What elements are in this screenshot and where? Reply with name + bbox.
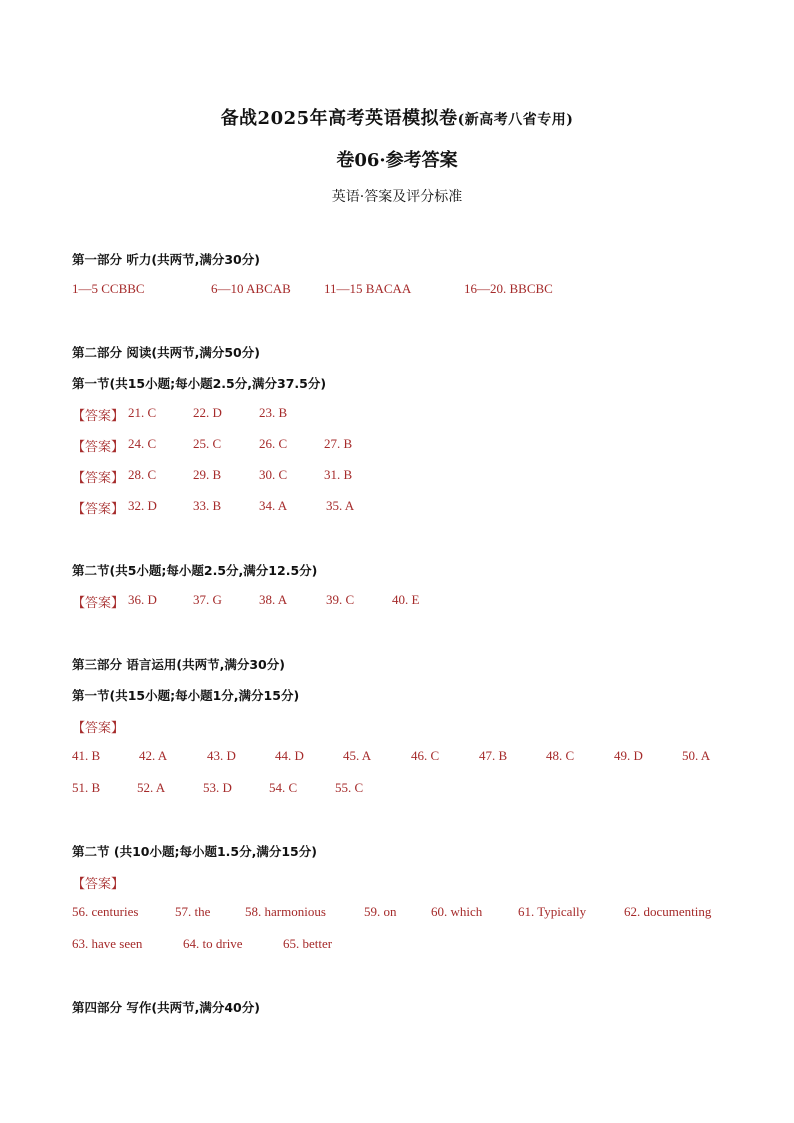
answer-item: 52. A [137,780,166,795]
answer-item: 24. C [128,436,157,451]
answer-item: 28. C [128,467,157,482]
answer-item: 61. Typically [518,904,587,919]
answer-item: 33. B [193,498,222,513]
answer-item: 53. D [203,780,232,795]
answer-label: 【答案】 [72,440,125,455]
answer-item: 39. C [326,592,355,607]
answer-label: 【答案】 [72,409,125,424]
answer-item: 65. better [283,936,333,951]
part2-heading: 第二部分 阅读(共两节,满分50分) [72,345,260,360]
part3-section2-heading: 第二节 (共10小题;每小题1.5分,满分15分) [72,844,317,859]
answer-item: 40. E [392,592,420,607]
answer-item: 49. D [614,748,643,763]
answer-item: 26. C [259,436,288,451]
answer-item: 64. to drive [183,936,243,951]
answer-item: 59. on [364,904,397,919]
title-main: 备战2025年高考英语模拟卷 [220,108,458,129]
answer-label: 【答案】 [72,877,125,892]
answer-item: 48. C [546,748,575,763]
answer-item: 47. B [479,748,508,763]
answer-item: 36. D [128,592,157,607]
answer-item: 21. C [128,405,157,420]
answer-item: 42. A [139,748,168,763]
answer-label: 【答案】 [72,721,125,736]
part1-group-3: 11—15 BACAA [324,281,412,296]
part1-group-2: 6—10 ABCAB [211,281,291,296]
answer-item: 63. have seen [72,936,143,951]
answer-item: 37. G [193,592,222,607]
answer-item: 55. C [335,780,364,795]
answer-item: 58. harmonious [245,904,326,919]
part1-group-1: 1—5 CCBBC [72,281,145,296]
answer-item: 43. D [207,748,236,763]
answer-item: 38. A [259,592,288,607]
answer-item: 41. B [72,748,101,763]
answer-item: 35. A [326,498,355,513]
part1-group-4: 16—20. BBCBC [464,281,553,296]
answer-item: 46. C [411,748,440,763]
answer-label: 【答案】 [72,596,125,611]
answer-item: 32. D [128,498,157,513]
answer-item: 29. B [193,467,222,482]
answer-item: 25. C [193,436,222,451]
answer-item: 56. centuries [72,904,139,919]
answer-item: 57. the [175,904,211,919]
part3-heading: 第三部分 语言运用(共两节,满分30分) [72,657,285,672]
answer-item: 30. C [259,467,288,482]
part2-section2-heading: 第二节(共5小题;每小题2.5分,满分12.5分) [72,563,318,578]
part4-heading: 第四部分 写作(共两节,满分40分) [72,1000,260,1015]
page-subtitle: 卷06·参考答案 [336,150,458,171]
page-subsubtitle: 英语·答案及评分标准 [331,189,463,205]
part1-heading: 第一部分 听力(共两节,满分30分) [72,252,260,267]
answer-item: 62. documenting [624,904,712,919]
answer-item: 44. D [275,748,304,763]
answer-item: 27. B [324,436,353,451]
answer-item: 50. A [682,748,711,763]
part2-section1-heading: 第一节(共15小题;每小题2.5分,满分37.5分) [72,376,327,391]
answer-item: 22. D [193,405,222,420]
answer-item: 60. which [431,904,483,919]
answer-item: 31. B [324,467,353,482]
part3-section1-heading: 第一节(共15小题;每小题1分,满分15分) [72,688,300,703]
page-title [0,104,794,130]
answer-item: 45. A [343,748,372,763]
answer-item: 23. B [259,405,288,420]
answer-item: 34. A [259,498,288,513]
answer-label: 【答案】 [72,502,125,517]
title-note: (新高考八省专用) [457,112,574,128]
answer-item: 54. C [269,780,298,795]
answer-label: 【答案】 [72,471,125,486]
answer-item: 51. B [72,780,101,795]
